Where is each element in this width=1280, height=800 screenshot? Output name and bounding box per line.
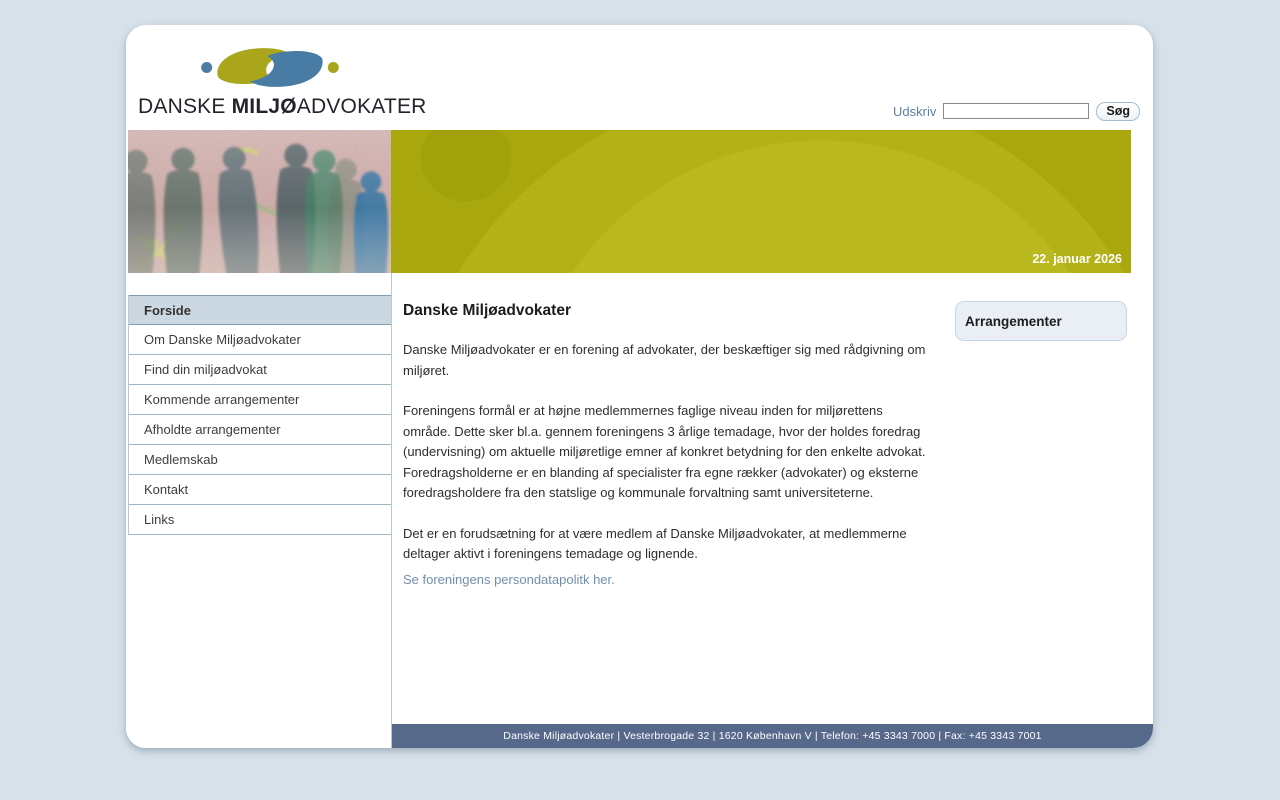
- site-logo[interactable]: [138, 41, 427, 119]
- footer-contact-text: Danske Miljøadvokater | Vesterbrogade 32 | 1620 København V | Telefon: +45 3343 7000 | Fax: +45 3343 7001: [503, 730, 1042, 742]
- main-content: [392, 273, 1153, 724]
- sidebar-item-medlemskab[interactable]: Medlemskab: [129, 445, 391, 475]
- sidebar-item-kontakt[interactable]: Kontakt: [129, 475, 391, 505]
- people-silhouettes-image: [128, 130, 391, 273]
- print-link[interactable]: Udskriv: [893, 103, 937, 119]
- body-paragraph: Foreningens formål er at højne medlemmernes faglige niveau inden for miljørettens område. Dette sker bl.a. gennem foreningens 3 årlige temadage, hvor der holdes foredrag (undervisning) om aktuelle miljøretlige emner af konkret betydning for den enkelte advokat. Foredragsholderne er en blanding af specialister fra egne rækker (advokater) og eksterne foredragsholdere fra den statslige og kommunale forvaltning samt universiteterne.: [403, 403, 926, 500]
- banner: [128, 130, 1131, 273]
- brand-prefix: DANSKE: [138, 95, 232, 118]
- sidebar-item-links[interactable]: Links: [129, 505, 391, 535]
- banner-date: 22. januar 2026: [1032, 252, 1122, 266]
- body-paragraphs: [403, 340, 1153, 565]
- sidebar-item-kommende-arrangementer[interactable]: Kommende arrangementer: [129, 385, 391, 415]
- body-paragraph: Det er en forudsætning for at være medlem af Danske Miljøadvokater, at medlemmerne deltager aktivt i foreningens temadage og lignende.: [403, 525, 907, 561]
- sidebar: [126, 273, 391, 748]
- header-tools: [893, 101, 1140, 121]
- sidebar-item-om-danske-miljoadvokater[interactable]: Om Danske Miljøadvokater: [129, 325, 391, 355]
- logo-mark-icon: [200, 41, 340, 94]
- footer-bar: [392, 724, 1153, 748]
- brand-bold: MILJØ: [231, 95, 297, 118]
- brand-wordmark: [138, 95, 427, 119]
- sidebar-menu: [128, 295, 391, 535]
- main-column: [391, 273, 1153, 748]
- brand-suffix: ADVOKATER: [296, 95, 427, 118]
- banner-olive-panel: [391, 130, 1131, 273]
- site-card: [126, 25, 1153, 748]
- sidebar-item-afholdte-arrangementer[interactable]: Afholdte arrangementer: [129, 415, 391, 445]
- search-input[interactable]: [943, 103, 1089, 119]
- events-box-title: Arrangementer: [965, 313, 1062, 329]
- banner-people-artwork: [128, 130, 391, 273]
- page-title: Danske Miljøadvokater: [403, 302, 571, 319]
- sidebar-item-find-din-miljoadvokat[interactable]: Find din miljøadvokat: [129, 355, 391, 385]
- body-row: [126, 273, 1153, 748]
- privacy-policy-link[interactable]: Se foreningens persondatapolitk her.: [403, 571, 615, 587]
- search-button[interactable]: Søg: [1096, 102, 1140, 121]
- events-box[interactable]: [955, 301, 1127, 341]
- body-paragraph: Danske Miljøadvokater er en forening af advokater, der beskæftiger sig med rådgivning om miljøret.: [403, 342, 926, 378]
- site-header: [126, 25, 1153, 130]
- sidebar-item-forside[interactable]: Forside: [129, 295, 391, 325]
